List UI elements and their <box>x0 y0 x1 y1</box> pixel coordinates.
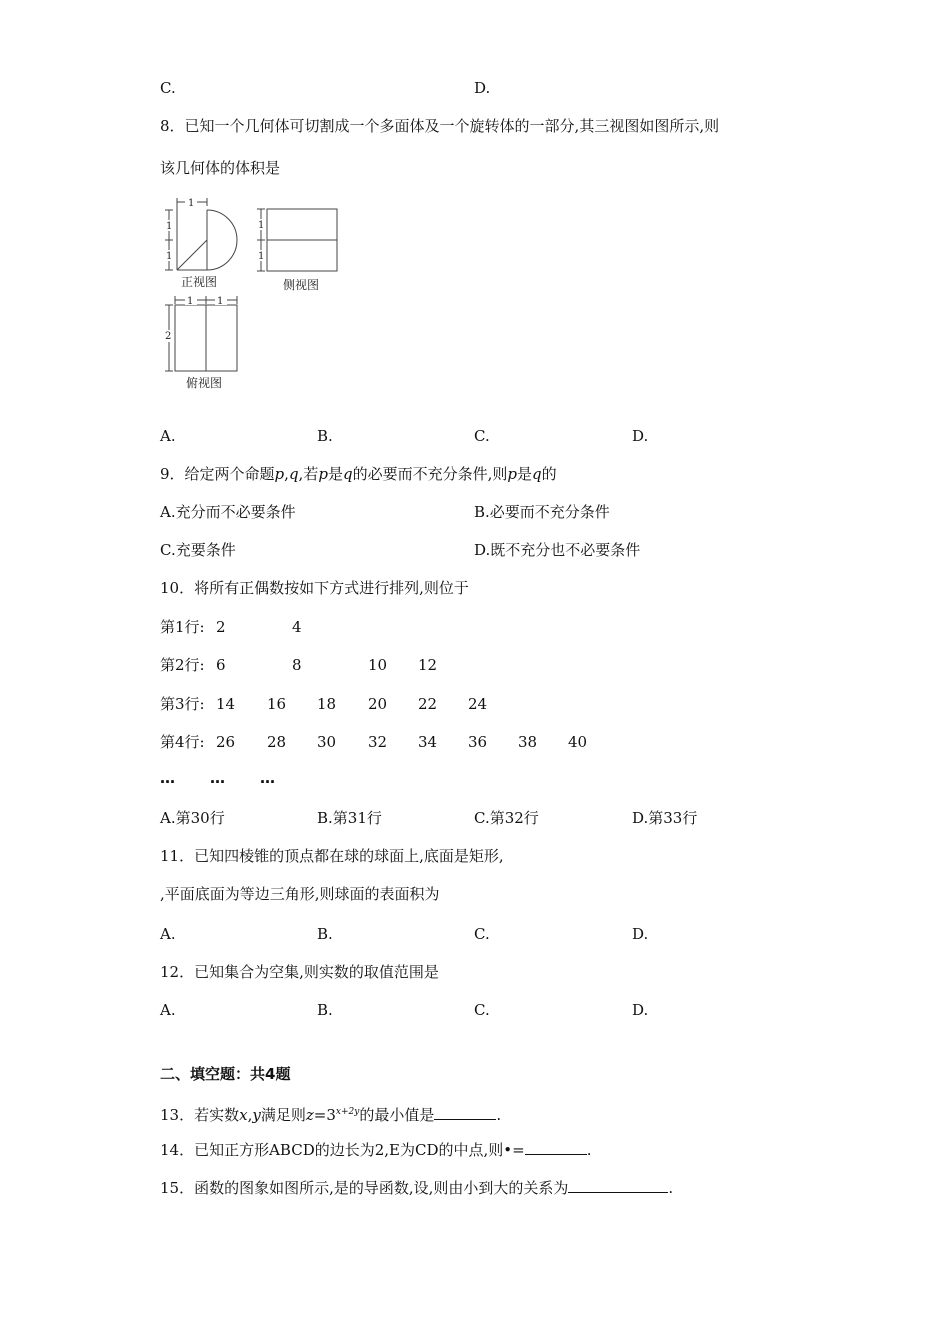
section2-title: 二、填空题：共4题 <box>160 1065 291 1083</box>
q14-stem <box>160 1140 591 1160</box>
q10-row4-val2: 28 <box>267 733 287 751</box>
front-dim-lower: 1 <box>166 251 173 262</box>
side-view <box>257 209 337 271</box>
q9-var-p: p <box>274 465 285 483</box>
q11-stem-line1: 11．已知四棱锥的顶点都在球的球面上,底面是矩形, <box>160 847 504 865</box>
q10-row3-val6: 24 <box>468 695 488 713</box>
q14-end: . <box>586 1141 592 1159</box>
q12-option-c: C. <box>474 1001 490 1019</box>
q13-part-b: 满足则 <box>260 1106 306 1124</box>
q11-stem-line2: ,平面底面为等边三角形,则球面的表面积为 <box>160 885 440 903</box>
q9-stem-b: ,若 <box>298 465 319 483</box>
q14-part-a: 14．已知正方形ABCD的边长为2,E为CD的中点,则•= <box>160 1141 525 1159</box>
q9-stem <box>160 464 557 484</box>
q10-option-b: B.第31行 <box>317 809 382 827</box>
q7-option-c: C. <box>160 79 176 97</box>
q10-ellipsis-1: … <box>160 769 175 787</box>
q9-stem-c: 是 <box>327 465 343 483</box>
q15-stem <box>160 1178 673 1198</box>
q9-stem-d: 的必要而不充分条件,则 <box>352 465 508 483</box>
side-dim-lower: 1 <box>258 251 265 262</box>
top-dim-right: 1 <box>217 296 224 307</box>
q8-option-b: B. <box>317 427 333 445</box>
q12-option-d: D. <box>632 1001 649 1019</box>
top-dim-height: 2 <box>165 331 172 342</box>
front-dim-top: 1 <box>188 198 195 209</box>
q13-comma: , <box>247 1106 253 1124</box>
q9-var-p2: p <box>318 465 328 483</box>
q9-option-b: B.必要而不充分条件 <box>474 503 610 521</box>
q10-row4-label: 第4行: <box>160 733 205 751</box>
q10-row4-val4: 32 <box>368 733 388 751</box>
q13-part-c: 的最小值是 <box>359 1106 435 1124</box>
q10-row4-val1: 26 <box>216 733 236 751</box>
q15-end: . <box>668 1179 674 1197</box>
q10-row2-label: 第2行: <box>160 656 205 674</box>
q10-stem: 10．将所有正偶数按如下方式进行排列,则位于 <box>160 579 469 597</box>
q9-sep: , <box>284 465 289 483</box>
side-dim-upper: 1 <box>258 220 265 231</box>
q10-ellipsis-3: … <box>260 769 275 787</box>
q11-option-c: C. <box>474 925 490 943</box>
q10-row3-val1: 14 <box>216 695 236 713</box>
q10-row3-val4: 20 <box>368 695 388 713</box>
q10-option-d: D.第33行 <box>632 809 698 827</box>
q12-stem: 12．已知集合为空集,则实数的取值范围是 <box>160 963 439 981</box>
q9-option-a: A.充分而不必要条件 <box>160 503 296 521</box>
front-view <box>165 198 237 270</box>
q9-option-c: C.充要条件 <box>160 541 236 559</box>
q8-stem-line2: 该几何体的体积是 <box>160 159 281 177</box>
q10-row3-label: 第3行: <box>160 695 205 713</box>
q13-var-z: z <box>305 1106 314 1124</box>
q10-row1-val1: 2 <box>216 618 226 636</box>
front-dim-upper: 1 <box>166 221 173 232</box>
q10-row4-val5: 34 <box>418 733 438 751</box>
top-view <box>165 296 237 371</box>
q10-row1-val2: 4 <box>292 618 302 636</box>
front-view-label: 正视图 <box>181 275 218 289</box>
q9-var-q3: q <box>531 465 542 483</box>
q9-stem-a: 9．给定两个命题 <box>160 465 275 483</box>
q9-var-q2: q <box>342 465 353 483</box>
three-view-figure <box>155 192 355 397</box>
q8-stem-line1: 8．已知一个几何体可切割成一个多面体及一个旋转体的一部分,其三视图如图所示,则 <box>160 117 720 135</box>
q8-option-a: A. <box>160 427 176 445</box>
q7-option-d: D. <box>474 79 491 97</box>
q10-row2-val1: 6 <box>216 656 226 674</box>
q10-option-c: C.第32行 <box>474 809 539 827</box>
q10-row4-val7: 38 <box>518 733 538 751</box>
q10-row2-val2: 8 <box>292 656 302 674</box>
q9-var-q: q <box>288 465 299 483</box>
q13-stem <box>160 1102 501 1125</box>
q9-var-p3: p <box>507 465 517 483</box>
q11-option-a: A. <box>160 925 176 943</box>
q10-option-a: A.第30行 <box>160 809 225 827</box>
q14-answer-blank[interactable] <box>525 1140 587 1155</box>
q10-row2-val4: 12 <box>418 656 438 674</box>
q12-option-b: B. <box>317 1001 333 1019</box>
q8-option-d: D. <box>632 427 649 445</box>
q9-stem-c2: 是 <box>516 465 532 483</box>
q10-ellipsis-2: … <box>210 769 225 787</box>
q11-option-b: B. <box>317 925 333 943</box>
q10-row1-label: 第1行: <box>160 618 205 636</box>
q10-row4-val8: 40 <box>568 733 588 751</box>
q13-eq: =3 <box>313 1106 336 1124</box>
q15-answer-blank[interactable] <box>568 1178 668 1193</box>
q15-part-a: 15．函数的图象如图所示,是的导函数,设,则由小到大的关系为 <box>160 1179 569 1197</box>
q10-row2-val3: 10 <box>368 656 388 674</box>
q9-stem-e: 的 <box>541 465 557 483</box>
q13-answer-blank[interactable] <box>434 1105 496 1120</box>
q10-row3-val3: 18 <box>317 695 337 713</box>
side-view-label: 侧视图 <box>283 278 320 292</box>
q9-option-d: D.既不充分也不必要条件 <box>474 541 641 559</box>
top-dim-left: 1 <box>187 296 194 307</box>
q13-var-y: y <box>252 1106 261 1124</box>
q13-exponent: x+2y <box>335 1107 360 1117</box>
q11-option-d: D. <box>632 925 649 943</box>
q12-option-a: A. <box>160 1001 176 1019</box>
q13-part-a: 13．若实数 <box>160 1106 240 1124</box>
q10-row4-val3: 30 <box>317 733 337 751</box>
q13-end: . <box>496 1106 502 1124</box>
q8-option-c: C. <box>474 427 490 445</box>
q10-row4-val6: 36 <box>468 733 488 751</box>
q13-var-x: x <box>239 1106 248 1124</box>
q10-row3-val2: 16 <box>267 695 287 713</box>
q10-row3-val5: 22 <box>418 695 438 713</box>
top-view-label: 俯视图 <box>186 376 223 390</box>
